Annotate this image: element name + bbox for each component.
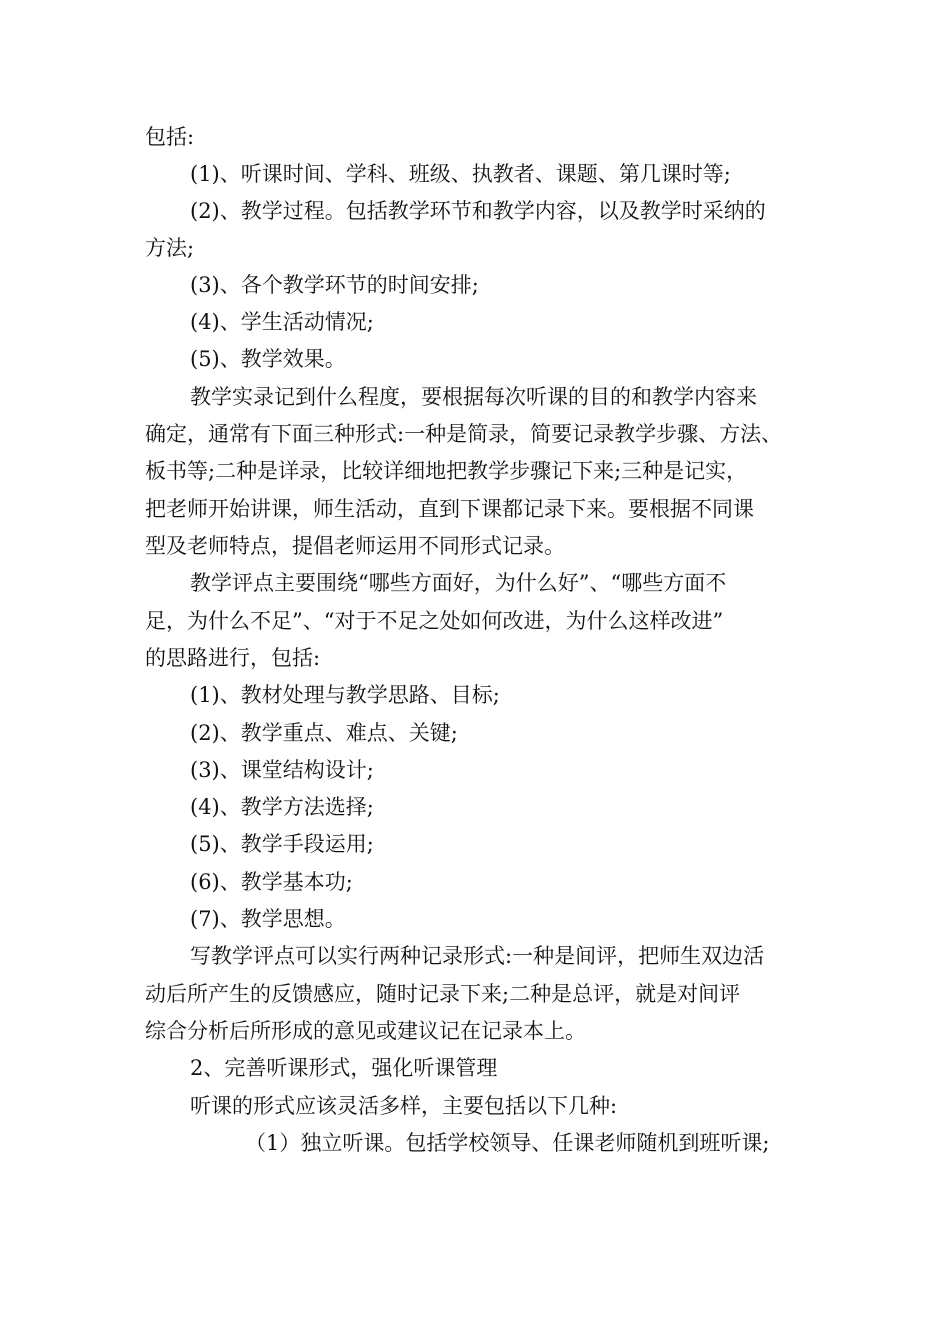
- text-line: (2)、教学重点、难点、关键;: [190, 721, 458, 745]
- text-line: (1)、教材处理与教学思路、目标;: [190, 683, 500, 707]
- text-line: 教学评点主要围绕“哪些方面好，为什么好”、“哪些方面不: [190, 571, 727, 595]
- text-line: （1）独立听课。包括学校领导、任课老师随机到班听课;: [245, 1131, 770, 1155]
- text-line: 听课的形式应该灵活多样，主要包括以下几种:: [190, 1094, 618, 1118]
- text-line: (3)、课堂结构设计;: [190, 758, 374, 782]
- text-line: (5)、教学效果。: [190, 347, 346, 371]
- text-line: (7)、教学思想。: [190, 907, 346, 931]
- section-heading: 2、完善听课形式，强化听课管理: [190, 1056, 498, 1080]
- text-line: (4)、学生活动情况;: [190, 310, 374, 334]
- text-line: 写教学评点可以实行两种记录形式:一种是间评，把师生双边活: [190, 944, 765, 968]
- text-line: 型及老师特点，提倡老师运用不同形式记录。: [145, 534, 565, 558]
- text-line: 方法;: [145, 236, 195, 260]
- text-line: 教学实录记到什么程度，要根据每次听课的目的和教学内容来: [190, 385, 757, 409]
- text-line: 确定，通常有下面三种形式:一种是简录，简要记录教学步骤、方法、: [145, 422, 783, 446]
- text-line: (5)、教学手段运用;: [190, 832, 374, 856]
- text-line: (4)、教学方法选择;: [190, 795, 374, 819]
- text-line: 足，为什么不足”、“对于不足之处如何改进，为什么这样改进”: [145, 609, 724, 633]
- text-line: (1)、听课时间、学科、班级、执教者、课题、第几课时等;: [190, 162, 731, 186]
- text-line: 把老师开始讲课，师生活动，直到下课都记录下来。要根据不同课: [145, 497, 754, 521]
- text-line: (6)、教学基本功;: [190, 870, 353, 894]
- text-line: (2)、教学过程。包括教学环节和教学内容，以及教学时采纳的: [190, 199, 766, 223]
- text-line: 的思路进行，包括:: [145, 646, 321, 670]
- text-line: 包括:: [145, 125, 195, 149]
- text-line: (3)、各个教学环节的时间安排;: [190, 273, 479, 297]
- text-line: 板书等;二种是详录，比较详细地把教学步骤记下来;三种是记实，: [145, 459, 748, 483]
- text-line: 动后所产生的反馈感应，随时记录下来;二种是总评，就是对间评: [145, 982, 741, 1006]
- text-line: 综合分析后所形成的意见或建议记在记录本上。: [145, 1019, 586, 1043]
